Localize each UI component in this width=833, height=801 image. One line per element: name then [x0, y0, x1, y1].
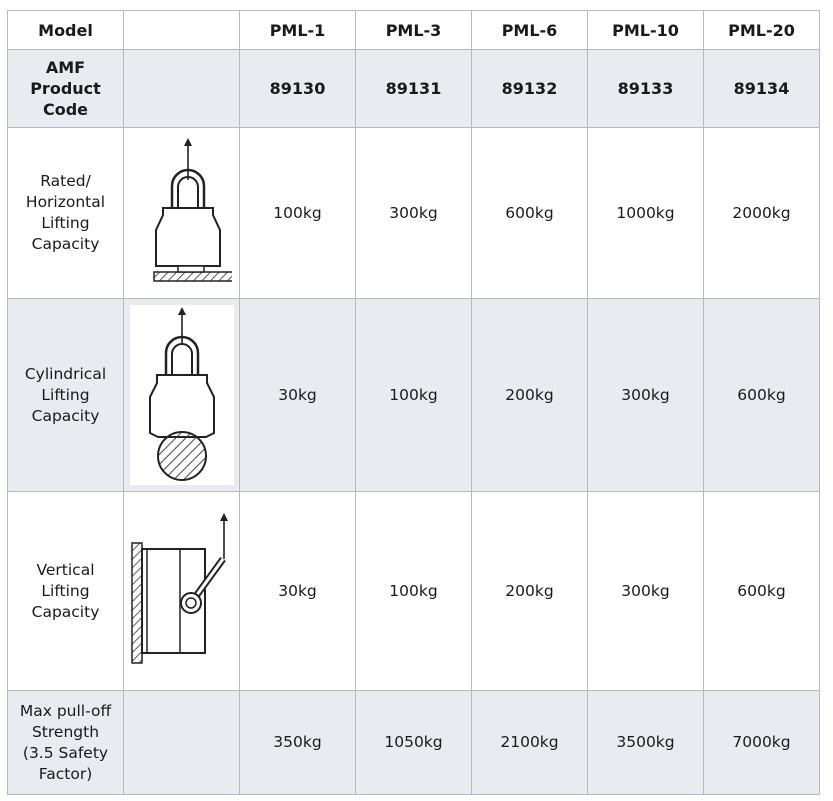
product-code-value: 89131 — [356, 50, 472, 128]
pulloff-strength-label — [8, 691, 124, 795]
header-image-cell — [124, 11, 240, 50]
product-code-label-line: Product — [30, 79, 101, 98]
product-code-value: 89133 — [588, 50, 704, 128]
cylindrical-value: 600kg — [704, 299, 820, 492]
cylindrical-image-cell — [124, 299, 240, 492]
pulloff-strength-row — [8, 691, 820, 795]
rated-image-cell — [124, 128, 240, 299]
model-pml-10: PML-10 — [588, 11, 704, 50]
rated-value: 300kg — [356, 128, 472, 299]
rated-capacity-row — [8, 128, 820, 299]
rated-value: 600kg — [472, 128, 588, 299]
product-code-value: 89130 — [240, 50, 356, 128]
pulloff-value: 1050kg — [356, 691, 472, 795]
vertical-lift-diagram-icon — [129, 511, 235, 671]
product-code-value: 89134 — [704, 50, 820, 128]
cylindrical-label-line: Capacity — [31, 406, 100, 425]
model-header-label: Model — [8, 11, 124, 50]
rated-label-line: Capacity — [31, 235, 100, 253]
rated-label-line: Horizontal — [25, 193, 106, 211]
pulloff-label-line: Factor) — [38, 764, 93, 783]
product-code-label — [8, 50, 124, 128]
pulloff-label-line: (3.5 Safety — [22, 743, 109, 762]
cylindrical-value: 100kg — [356, 299, 472, 492]
spec-table — [7, 10, 820, 795]
rated-capacity-label — [8, 128, 124, 299]
cylindrical-value: 300kg — [588, 299, 704, 492]
vertical-label-line: Vertical — [36, 560, 95, 579]
flat-lift-diagram-icon — [132, 138, 232, 288]
model-pml-20: PML-20 — [704, 11, 820, 50]
pulloff-label-line: Strength — [31, 722, 100, 741]
vertical-capacity-row — [8, 492, 820, 691]
pulloff-label-line: Max pull-off — [19, 701, 112, 720]
pulloff-value: 350kg — [240, 691, 356, 795]
pulloff-value: 3500kg — [588, 691, 704, 795]
header-row — [8, 11, 820, 50]
cylindrical-label-line: Lifting — [41, 385, 90, 404]
vertical-capacity-label — [8, 492, 124, 691]
rated-value: 1000kg — [588, 128, 704, 299]
cylindrical-value: 200kg — [472, 299, 588, 492]
cylindrical-value: 30kg — [240, 299, 356, 492]
rated-value: 100kg — [240, 128, 356, 299]
vertical-value: 600kg — [704, 492, 820, 691]
product-code-label-line: AMF — [45, 58, 86, 77]
vertical-label-line: Capacity — [31, 602, 100, 621]
product-code-label-line: Code — [42, 100, 89, 119]
cylindrical-lift-diagram-icon — [130, 305, 234, 485]
vertical-value: 300kg — [588, 492, 704, 691]
vertical-image-cell — [124, 492, 240, 691]
pulloff-value: 2100kg — [472, 691, 588, 795]
product-code-image-cell — [124, 50, 240, 128]
product-code-value: 89132 — [472, 50, 588, 128]
vertical-value: 200kg — [472, 492, 588, 691]
cylindrical-capacity-row — [8, 299, 820, 492]
vertical-value: 100kg — [356, 492, 472, 691]
vertical-value: 30kg — [240, 492, 356, 691]
cylindrical-capacity-label — [8, 299, 124, 492]
product-code-row — [8, 50, 820, 128]
cylindrical-label-line: Cylindrical — [24, 364, 107, 383]
pulloff-value: 7000kg — [704, 691, 820, 795]
pulloff-image-cell — [124, 691, 240, 795]
model-pml-6: PML-6 — [472, 11, 588, 50]
rated-label-line: Lifting — [41, 214, 90, 232]
model-pml-3: PML-3 — [356, 11, 472, 50]
rated-label-line: Rated/ — [40, 172, 91, 190]
vertical-label-line: Lifting — [41, 581, 90, 600]
rated-value: 2000kg — [704, 128, 820, 299]
model-pml-1: PML-1 — [240, 11, 356, 50]
